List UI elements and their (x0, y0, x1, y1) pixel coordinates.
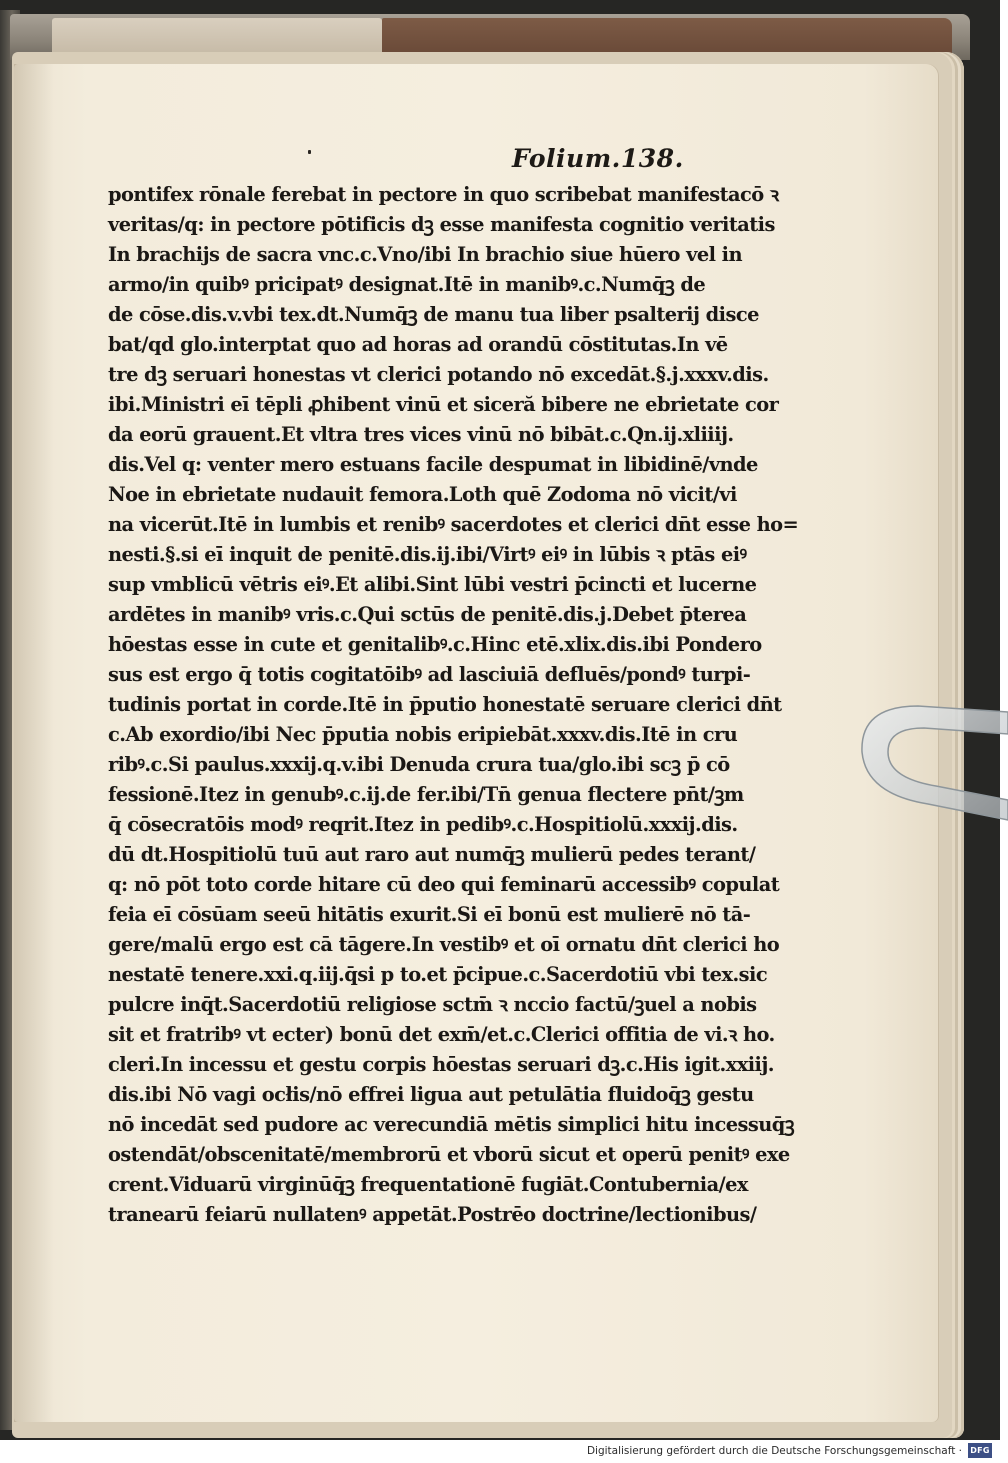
binding-leather (382, 18, 952, 54)
text-line: In brachijs de sacra vnc.c.Vno/ibi In brachio siue hūero vel in (108, 243, 743, 266)
text-line: nestatē tenere.xxi.q.iij.q̄si p to.et p̄cipue.c.Sacerdotiū vbi tex.sic (108, 963, 768, 986)
text-line: ardētes in manibꝰ vris.c.Qui sctūs de penitē.dis.j.Debet p̄terea (108, 603, 747, 626)
text-line: de cōse.dis.v.vbi tex.dt.Numq̄ꝫ de manu tua liber psalterij disce (108, 303, 759, 326)
text-line: pontifex rōnale ferebat in pectore in quo scribebat manifestacō ꝛ (108, 183, 779, 206)
text-line: Noe in ebrietate nudauit femora.Loth quē Zodoma nō vicit/vi (108, 483, 737, 506)
text-line: cleri.In incessu et gestu corpis hōestas seruari dꝫ.c.His igit.xxiij. (108, 1053, 774, 1076)
dfg-logo: DFG (968, 1443, 992, 1458)
text-block (108, 180, 799, 1230)
text-line: pulcre inq̄t.Sacerdotiū religiose sctm̄ ꝛ nccio factū/ꝫuel a nobis (108, 993, 757, 1016)
text-line: dū dt.Hospitiolū tuū aut raro aut numq̄ꝫ mulierū pedes terant/ (108, 843, 756, 866)
text-line: q: nō pōt toto corde hitare cū deo qui feminarū accessibꝰ copulat (108, 873, 780, 896)
text-line: sus est ergo q̄ totis cogitatōibꝰ ad lasciuiā defluēs/pondꝰ turpi- (108, 663, 751, 686)
text-line: dis.ibi Nō vagi ocłis/nō effrei ligua aut petulātia fluidoq̄ꝫ gestu (108, 1083, 754, 1106)
text-line: armo/in quibꝰ pricipatꝰ designat.Itē in manibꝰ.c.Numq̄ꝫ de (108, 273, 706, 296)
text-line: veritas/q: in pectore pōtificis dꝫ esse manifesta cognitio veritatis (108, 213, 775, 236)
ink-mark (308, 150, 311, 154)
gutter-shadow (14, 64, 54, 1422)
text-line: fessionē.Itez in genubꝰ.c.ij.de fer.ibi/Tn̄ genua flectere pn̄t/ꝫm (108, 783, 744, 806)
digitization-credit: Digitalisierung gefördert durch die Deutsche Forschungsgemeinschaft · (586, 1445, 962, 1457)
text-line: nesti.§.si eī inquit de penitē.dis.ij.ibi/Virtꝰ eiꝰ in lūbis ꝛ ptās eiꝰ (108, 543, 747, 566)
folio-number: Folium.138. (512, 144, 684, 173)
text-line: nō incedāt sed pudore ac verecundiā mētis simplici hitu incessuq̄ꝫ (108, 1113, 795, 1136)
text-line: tre dꝫ seruari honestas vt clerici potando nō excedāt.§.j.xxxv.dis. (108, 363, 769, 386)
text-line: tudinis portat in corde.Itē in p̄putio honestatē seruare clerici dn̄t (108, 693, 782, 716)
text-line: ibi.Ministri eī tēpli ꝓhibent vinū et siceră bibere ne ebrietate cor (108, 393, 779, 416)
text-line: sit et fratribꝰ vt ecter) bonū det exm̄/et.c.Clerici offitia de vi.ꝛ ho. (108, 1023, 775, 1046)
text-line: ribꝰ.c.Si paulus.xxxij.q.v.ibi Denuda crura tua/glo.ibi scꝫ p̄ cō (108, 753, 730, 776)
text-line: ostendāt/obscenitatē/membrorū et vborū sicut et operū penitꝰ exe (108, 1143, 790, 1166)
plastic-page-clip-icon (858, 704, 1008, 824)
text-line: dis.Vel q: venter mero estuans facile despumat in libidinē/vnde (108, 453, 758, 476)
text-line: sup vmblicū vētris eiꝰ.Et alibi.Sint lūbi vestri p̄cincti et lucerne (108, 573, 757, 596)
text-line: q̄ cōsecratōis modꝰ reqrit.Itez in pedibꝰ.c.Hospitiolū.xxxij.dis. (108, 813, 738, 836)
text-line: da eorū grauent.Et vltra tres vices vinū nō bibāt.c.Qn.ij.xliiij. (108, 423, 734, 446)
text-line: gere/malū ergo est cā tāgere.In vestibꝰ et oī ornatu dn̄t clerici ho (108, 933, 780, 956)
text-line: crent.Viduarū virginūq̄ꝫ frequentationē fugiāt.Contubernia/ex (108, 1173, 748, 1196)
text-line: hōestas esse in cute et genitalibꝰ.c.Hinc etē.xlix.dis.ibi Pondero (108, 633, 762, 656)
text-line: bat/qd glo.interptat quo ad horas ad orandū cōstitutas.In vē (108, 333, 728, 356)
text-line: feia eī cōsūam seeū hitātis exurit.Si eī bonū est mulierē nō tā- (108, 903, 751, 926)
text-line: c.Ab exordio/ibi Nec p̄putia nobis eripiebāt.xxxv.dis.Itē in cru (108, 723, 738, 746)
text-line: tranearū feiarū nullatenꝰ appetāt.Postrēo doctrine/lectionibus/ (108, 1203, 757, 1226)
text-line: na vicerūt.Itē in lumbis et renibꝰ sacerdotes et clerici dn̄t esse ho= (108, 513, 799, 536)
